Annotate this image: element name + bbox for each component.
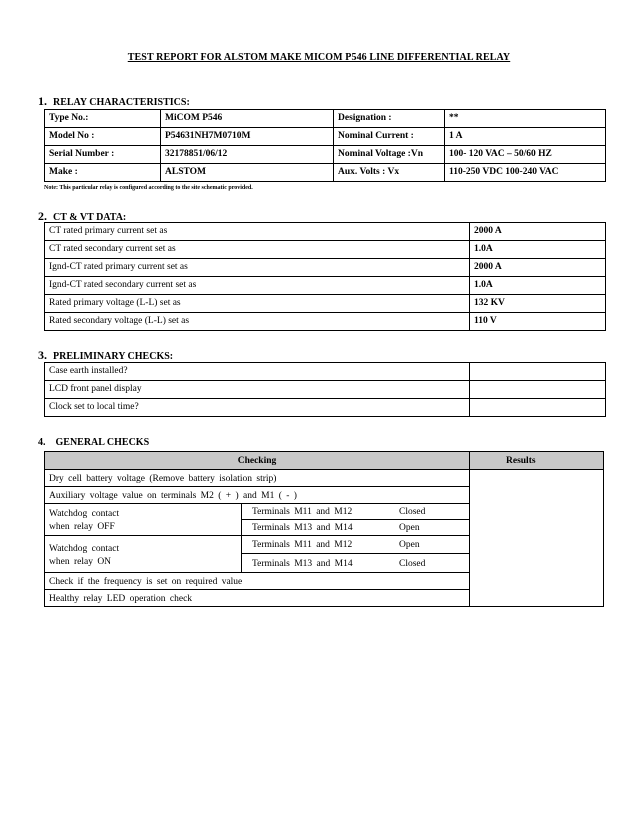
- table-cell: [470, 363, 606, 381]
- section-1-heading: [38, 94, 190, 109]
- table-cell: Rated primary voltage (L-L) set as: [45, 295, 470, 313]
- table-cell: 1.0A: [470, 277, 606, 295]
- watchdog-on-line2: when relay ON: [49, 557, 112, 567]
- general-checks-table: [44, 451, 604, 607]
- table-cell: P54631NH7M0710M: [161, 128, 334, 146]
- watchdog-off-line2: when relay OFF: [49, 522, 115, 532]
- aux-voltage-label: Auxiliary voltage value on terminals M2 ( + ) and M1 ( - ): [49, 491, 297, 501]
- table-cell: MiCOM P546: [161, 110, 334, 128]
- table-row: [45, 399, 606, 417]
- wd-off-m11-status: Closed: [399, 507, 426, 517]
- preliminary-checks-table: [44, 362, 606, 417]
- table-cell: Designation :: [334, 110, 445, 128]
- wd-on-terminals-m11-m12: Terminals M11 and M12: [252, 540, 353, 550]
- section-4-number: 4.: [38, 437, 46, 448]
- table-cell: Make :: [45, 164, 161, 182]
- table-cell: 2000 A: [470, 259, 606, 277]
- report-title: TEST REPORT FOR ALSTOM MAKE MICOM P546 LINE DIFFERENTIAL RELAY: [127, 52, 511, 63]
- table-row: [45, 241, 606, 259]
- results-cell: [469, 469, 604, 607]
- watchdog-on-line1: Watchdog contact: [49, 544, 120, 554]
- battery-check-label: Dry cell battery voltage (Remove battery isolation strip): [49, 474, 277, 484]
- table-cell: CT rated primary current set as: [45, 223, 470, 241]
- table-cell: [470, 381, 606, 399]
- wd-on-m11-status: Open: [399, 540, 420, 550]
- section-3-heading: [38, 348, 173, 363]
- table-row: [45, 128, 606, 146]
- wd-on-m13-status: Closed: [399, 559, 426, 569]
- table-cell: 132 KV: [470, 295, 606, 313]
- checking-header: Checking: [237, 456, 277, 466]
- table-row: [45, 381, 606, 399]
- section-4-title: GENERAL CHECKS: [55, 437, 150, 448]
- table-row: [45, 363, 606, 381]
- table-cell: Nominal Voltage :Vn: [334, 146, 445, 164]
- table-cell: Ignd-CT rated secondary current set as: [45, 277, 470, 295]
- table-row: [45, 259, 606, 277]
- table-row: [45, 146, 606, 164]
- table-cell: Rated secondary voltage (L-L) set as: [45, 313, 470, 331]
- results-header-cell: [469, 451, 604, 470]
- table-cell: Type No.:: [45, 110, 161, 128]
- configuration-note: Note: This particular relay is configured according to the site schematic provided.: [44, 185, 253, 191]
- table-cell: CT rated secondary current set as: [45, 241, 470, 259]
- watchdog-off-line1: Watchdog contact: [49, 509, 120, 519]
- table-cell: 32178851/06/12: [161, 146, 334, 164]
- table-cell: 1.0A: [470, 241, 606, 259]
- relay-characteristics-table: [44, 109, 606, 182]
- section-2-title: CT & VT DATA:: [53, 212, 127, 223]
- table-cell: [470, 399, 606, 417]
- table-cell: LCD front panel display: [45, 381, 470, 399]
- table-cell: Model No :: [45, 128, 161, 146]
- table-cell: Clock set to local time?: [45, 399, 470, 417]
- table-cell: Serial Number :: [45, 146, 161, 164]
- table-cell: ALSTOM: [161, 164, 334, 182]
- section-3-title: PRELIMINARY CHECKS:: [53, 351, 174, 362]
- table-cell: 2000 A: [470, 223, 606, 241]
- section-2-number: 2.: [38, 209, 47, 223]
- section-4-heading: [38, 437, 149, 448]
- results-header: Results: [506, 456, 536, 466]
- led-check-label: Healthy relay LED operation check: [49, 594, 193, 604]
- wd-off-m13-status: Open: [399, 523, 420, 533]
- table-cell: Ignd-CT rated primary current set as: [45, 259, 470, 277]
- table-cell: Case earth installed?: [45, 363, 470, 381]
- wd-off-terminals-m13-m14: Terminals M13 and M14: [252, 523, 353, 533]
- table-cell: 100- 120 VAC – 50/60 HZ: [445, 146, 606, 164]
- wd-on-terminals-m13-m14: Terminals M13 and M14: [252, 559, 353, 569]
- wd-off-terminals-m11-m12: Terminals M11 and M12: [252, 507, 353, 517]
- ct-vt-data-table: [44, 222, 606, 331]
- table-cell: Aux. Volts : Vx: [334, 164, 445, 182]
- table-row: [45, 110, 606, 128]
- table-cell: 1 A: [445, 128, 606, 146]
- table-row: [45, 164, 606, 182]
- table-cell: 110 V: [470, 313, 606, 331]
- table-row: [45, 295, 606, 313]
- table-cell: 110-250 VDC 100-240 VAC: [445, 164, 606, 182]
- table-row: [45, 223, 606, 241]
- section-1-title: RELAY CHARACTERISTICS:: [53, 97, 190, 108]
- frequency-check-label: Check if the frequency is set on required value: [49, 577, 243, 587]
- table-cell: Nominal Current :: [334, 128, 445, 146]
- table-row: [45, 313, 606, 331]
- section-1-number: 1.: [38, 94, 47, 108]
- table-row: [45, 277, 606, 295]
- table-cell: **: [445, 110, 606, 128]
- section-3-number: 3.: [38, 348, 47, 362]
